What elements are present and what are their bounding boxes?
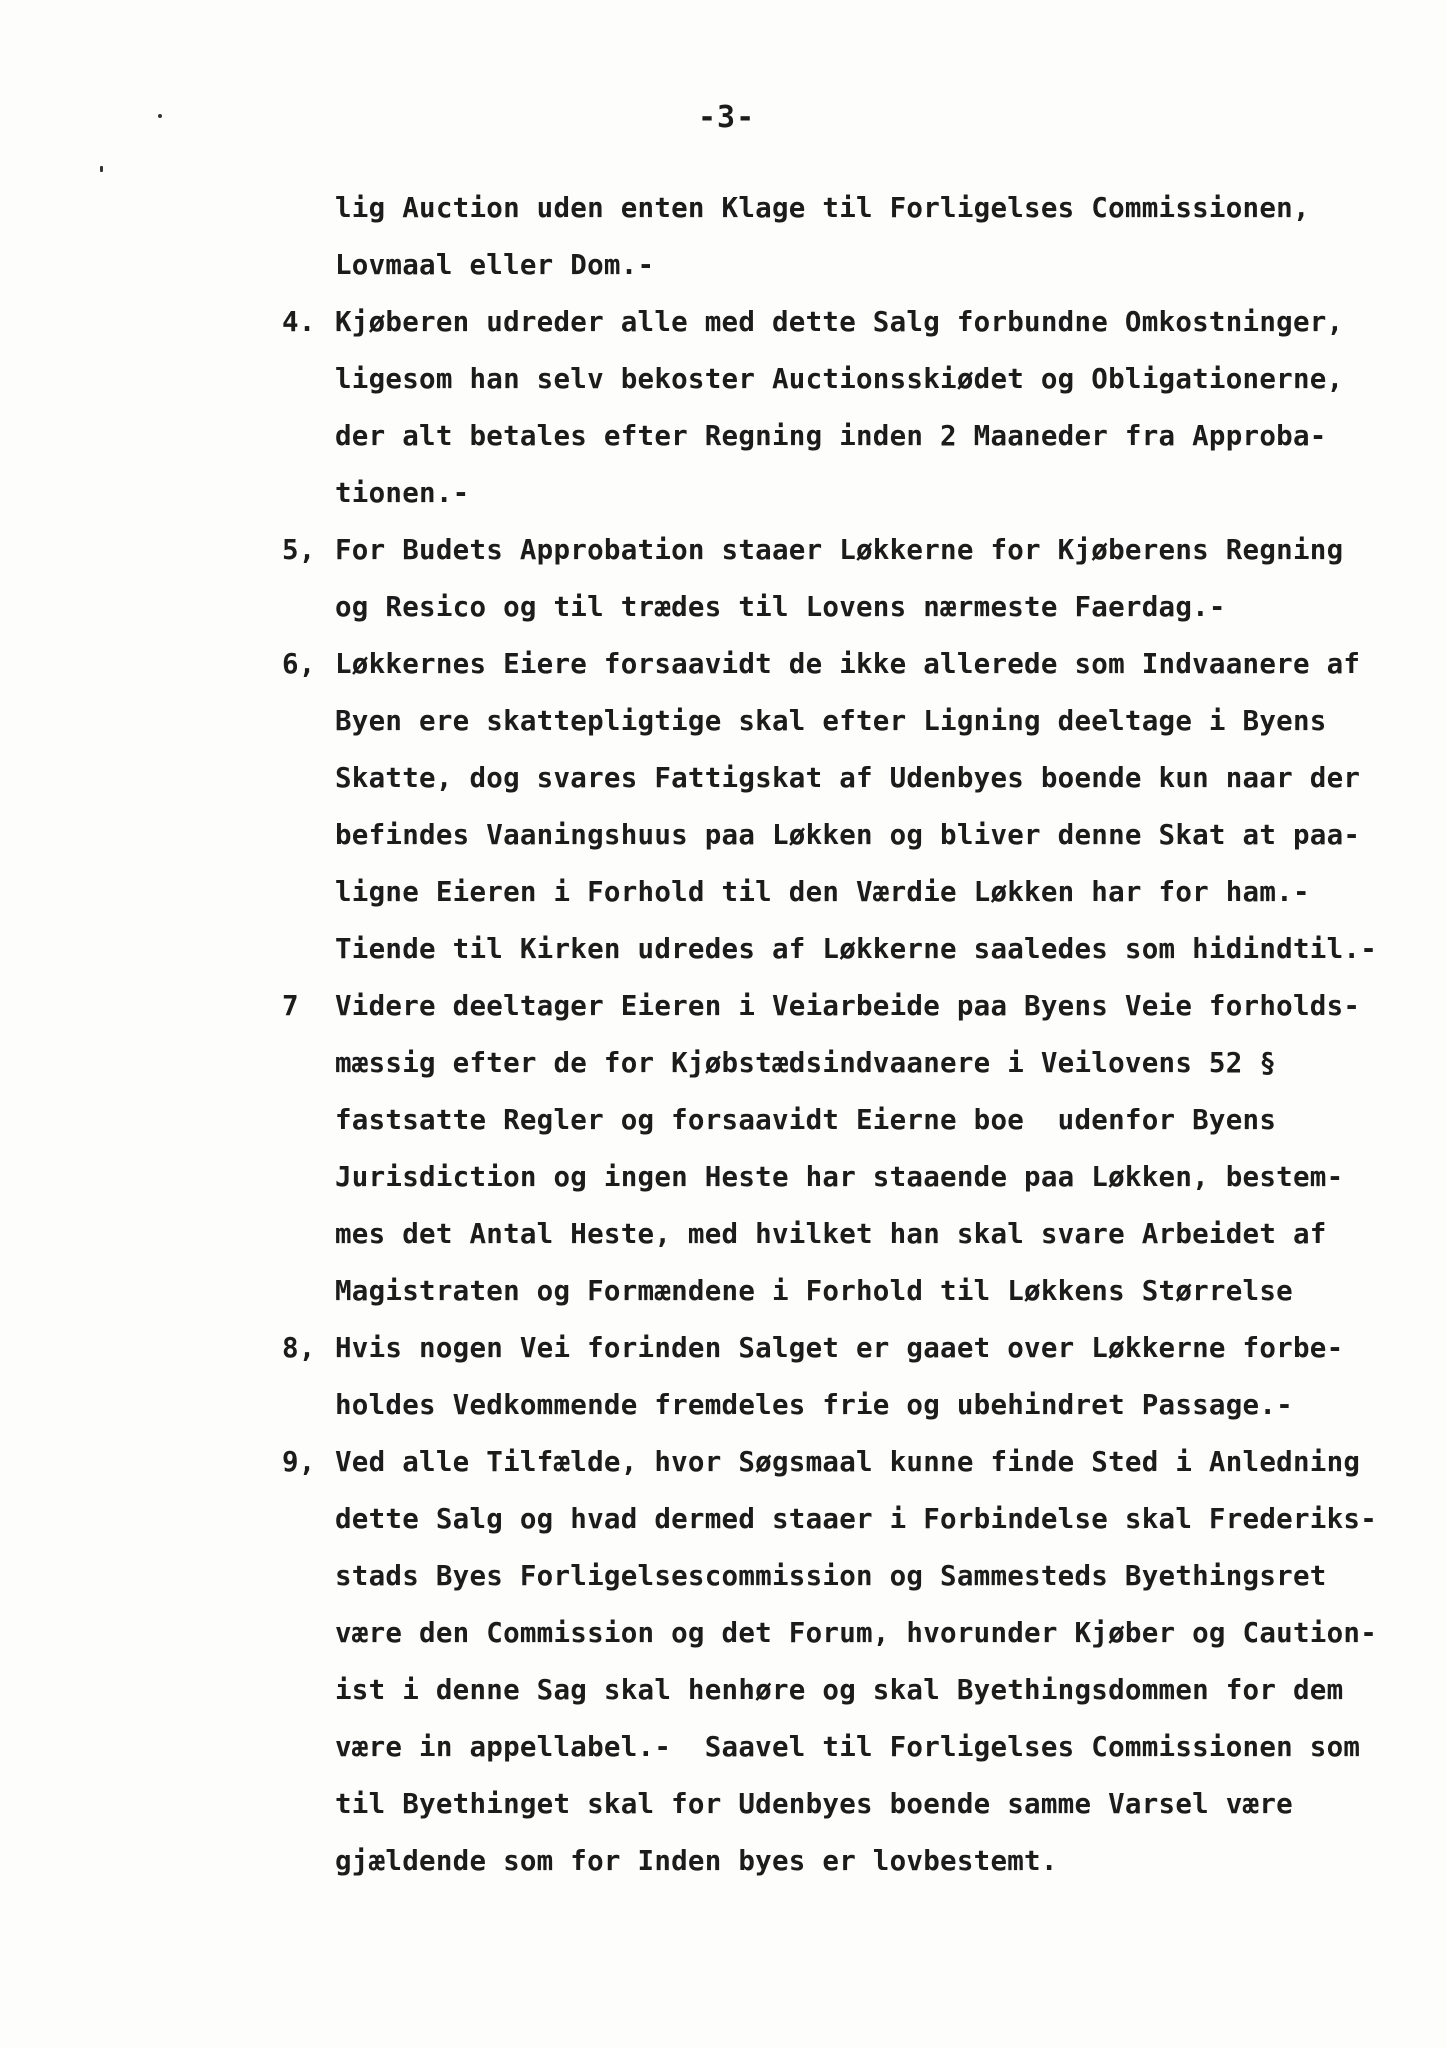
line-text: Byen ere skattepligtige skal efter Ligning deeltage i Byens (335, 705, 1327, 737)
text-line (0, 1263, 1446, 1320)
line-text: Tiende til Kirken udredes af Løkkerne saaledes som hidindtil.- (335, 933, 1377, 965)
line-text: der alt betales efter Regning inden 2 Maaneder fra Approba- (335, 420, 1327, 452)
text-line (0, 1491, 1446, 1548)
text-line (0, 351, 1446, 408)
text-line (0, 522, 1446, 579)
line-text: mes det Antal Heste, med hvilket han skal svare Arbeidet af (335, 1218, 1327, 1250)
text-line (0, 807, 1446, 864)
text-line (0, 921, 1446, 978)
item-number: 5, (282, 534, 316, 566)
line-text: Løkkernes Eiere forsaavidt de ikke allerede som Indvaanere af (335, 648, 1361, 680)
margin-dot (158, 114, 162, 118)
line-text: ligne Eieren i Forhold til den Værdie Løkken har for ham.- (335, 876, 1310, 908)
text-line (0, 1035, 1446, 1092)
line-text: dette Salg og hvad dermed staaer i Forbindelse skal Frederiks- (335, 1503, 1377, 1535)
line-text: mæssig efter de for Kjøbstædsindvaanere i Veilovens 52 § (335, 1047, 1277, 1079)
text-line (0, 237, 1446, 294)
text-line (0, 1377, 1446, 1434)
line-text: Hvis nogen Vei forinden Salget er gaaet over Løkkerne forbe- (335, 1332, 1344, 1364)
item-number: 6, (282, 648, 316, 680)
text-line (0, 864, 1446, 921)
line-text: ligesom han selv bekoster Auctionsskiødet og Obligationerne, (335, 363, 1344, 395)
text-line (0, 1206, 1446, 1263)
line-text: Magistraten og Formændene i Forhold til Løkkens Størrelse (335, 1275, 1293, 1307)
text-line (0, 1662, 1446, 1719)
text-line (0, 294, 1446, 351)
item-number: 8, (282, 1332, 316, 1364)
text-line (0, 750, 1446, 807)
text-line (0, 1833, 1446, 1890)
line-text: holdes Vedkommende fremdeles frie og ubehindret Passage.- (335, 1389, 1293, 1421)
item-number: 7 (282, 990, 299, 1022)
text-line (0, 1776, 1446, 1833)
text-line (0, 465, 1446, 522)
line-text: Skatte, dog svares Fattigskat af Udenbyes boende kun naar der (335, 762, 1361, 794)
text-line (0, 1092, 1446, 1149)
text-line (0, 1149, 1446, 1206)
line-text: tionen.- (335, 477, 470, 509)
line-text: gjældende som for Inden byes er lovbestemt. (335, 1845, 1058, 1877)
text-line (0, 693, 1446, 750)
line-text: ist i denne Sag skal henhøre og skal Byethingsdommen for dem (335, 1674, 1344, 1706)
line-text: lig Auction uden enten Klage til Forligelses Commissionen, (335, 192, 1310, 224)
line-text: og Resico og til trædes til Lovens nærmeste Faerdag.- (335, 591, 1226, 623)
text-line (0, 180, 1446, 237)
text-line (0, 636, 1446, 693)
line-text: fastsatte Regler og forsaavidt Eierne boe udenfor Byens (335, 1104, 1277, 1136)
line-text: befindes Vaaningshuus paa Løkken og bliver denne Skat at paa- (335, 819, 1361, 851)
page-number: -3- (698, 100, 756, 135)
text-line (0, 579, 1446, 636)
line-text: For Budets Approbation staaer Løkkerne for Kjøberens Regning (335, 534, 1344, 566)
line-text: Videre deeltager Eieren i Veiarbeide paa Byens Veie forholds- (335, 990, 1361, 1022)
text-line (0, 1605, 1446, 1662)
line-text: stads Byes Forligelsescommission og Sammesteds Byethingsret (335, 1560, 1327, 1592)
text-line (0, 978, 1446, 1035)
item-number: 4. (282, 306, 316, 338)
margin-tick (100, 166, 103, 172)
text-line (0, 1719, 1446, 1776)
line-text: Jurisdiction og ingen Heste har staaende paa Løkken, bestem- (335, 1161, 1344, 1193)
line-text: være in appellabel.- Saavel til Forligelses Commissionen som (335, 1731, 1361, 1763)
line-text: Lovmaal eller Dom.- (335, 249, 655, 281)
text-line (0, 1320, 1446, 1377)
text-line (0, 1548, 1446, 1605)
text-line (0, 1434, 1446, 1491)
line-text: Kjøberen udreder alle med dette Salg forbundne Omkostninger, (335, 306, 1344, 338)
item-number: 9, (282, 1446, 316, 1478)
line-text: Ved alle Tilfælde, hvor Søgsmaal kunne finde Sted i Anledning (335, 1446, 1361, 1478)
text-line (0, 408, 1446, 465)
line-text: være den Commission og det Forum, hvorunder Kjøber og Caution- (335, 1617, 1377, 1649)
line-text: til Byethinget skal for Udenbyes boende samme Varsel være (335, 1788, 1293, 1820)
